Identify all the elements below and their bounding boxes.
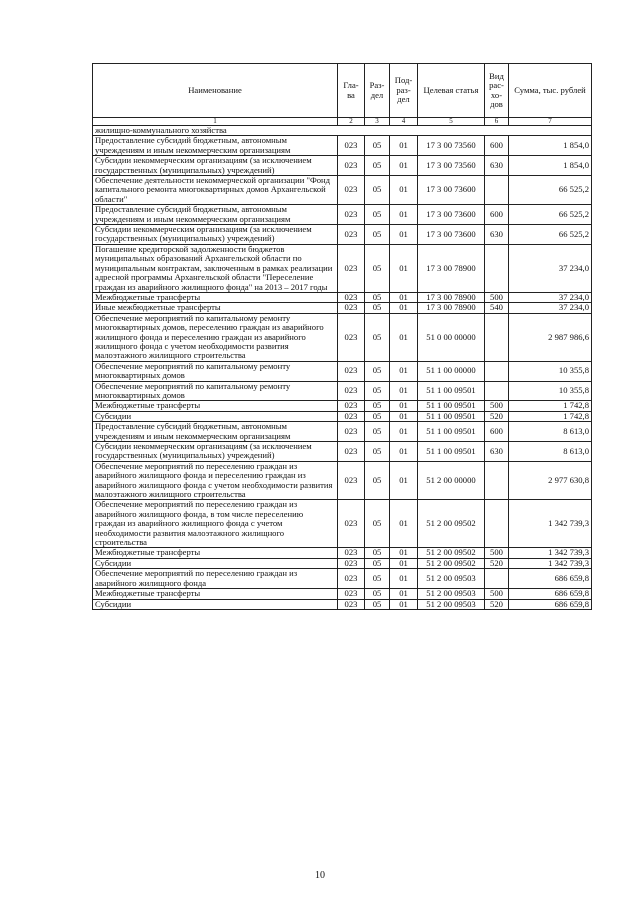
row-subsection: 01 xyxy=(390,461,418,500)
row-name: Обеспечение мероприятий по капитальному ремонту многоквартирных домов xyxy=(93,361,338,381)
row-amount: 1 342 739,3 xyxy=(509,500,592,548)
row-target: 51 1 00 09501 xyxy=(418,401,485,411)
row-amount: 37 234,0 xyxy=(509,292,592,302)
table-row xyxy=(93,292,592,302)
row-name: Субсидии xyxy=(93,411,338,421)
row-amount: 1 854,0 xyxy=(509,136,592,156)
header-chapter: Гла-ва xyxy=(338,64,365,118)
row-subsection: 01 xyxy=(390,381,418,401)
table-row xyxy=(93,303,592,313)
row-section: 05 xyxy=(365,136,390,156)
row-section: 05 xyxy=(365,411,390,421)
row-target: 51 1 00 09501 xyxy=(418,442,485,462)
row-chapter: 023 xyxy=(338,244,365,292)
row-name: Предоставление субсидий бюджетным, автономным учреждениям и иным некоммерческим организациям xyxy=(93,205,338,225)
row-target: 51 2 00 09502 xyxy=(418,548,485,558)
row-subsection: 01 xyxy=(390,156,418,176)
table-row xyxy=(93,156,592,176)
row-expense-type xyxy=(485,244,509,292)
row-chapter: 023 xyxy=(338,292,365,302)
row-target: 51 1 00 00000 xyxy=(418,361,485,381)
table-row xyxy=(93,558,592,568)
row-chapter: 023 xyxy=(338,589,365,599)
continuation-row xyxy=(93,126,592,136)
row-section: 05 xyxy=(365,381,390,401)
row-chapter: 023 xyxy=(338,361,365,381)
row-chapter: 023 xyxy=(338,461,365,500)
row-subsection: 01 xyxy=(390,548,418,558)
row-chapter: 023 xyxy=(338,313,365,361)
row-target: 17 3 00 78900 xyxy=(418,244,485,292)
row-section: 05 xyxy=(365,548,390,558)
table-row xyxy=(93,422,592,442)
row-amount: 8 613,0 xyxy=(509,422,592,442)
row-chapter: 023 xyxy=(338,225,365,245)
row-expense-type: 540 xyxy=(485,303,509,313)
row-name: Обеспечение мероприятий по переселению граждан из аварийного жилищного фонда xyxy=(93,569,338,589)
row-target: 51 2 00 09503 xyxy=(418,599,485,609)
table-row xyxy=(93,548,592,558)
row-expense-type: 600 xyxy=(485,422,509,442)
column-number: 4 xyxy=(390,118,418,126)
row-amount: 686 659,8 xyxy=(509,589,592,599)
row-chapter: 023 xyxy=(338,422,365,442)
row-subsection: 01 xyxy=(390,411,418,421)
row-name: Предоставление субсидий бюджетным, автономным учреждениям и иным некоммерческим организациям xyxy=(93,422,338,442)
row-target: 51 0 00 00000 xyxy=(418,313,485,361)
row-amount: 66 525,2 xyxy=(509,225,592,245)
row-target: 17 3 00 73560 xyxy=(418,136,485,156)
row-name: Субсидии некоммерческим организациям (за исключением государственных (муниципальных) учреждений) xyxy=(93,225,338,245)
row-expense-type: 630 xyxy=(485,225,509,245)
row-expense-type xyxy=(485,500,509,548)
row-subsection: 01 xyxy=(390,136,418,156)
row-target: 51 1 00 09501 xyxy=(418,422,485,442)
row-expense-type: 520 xyxy=(485,411,509,421)
row-expense-type: 500 xyxy=(485,401,509,411)
row-chapter: 023 xyxy=(338,401,365,411)
row-target: 51 2 00 09503 xyxy=(418,569,485,589)
header-name: Наименование xyxy=(93,64,338,118)
row-expense-type xyxy=(485,569,509,589)
row-expense-type: 500 xyxy=(485,548,509,558)
table-row xyxy=(93,599,592,609)
table-row xyxy=(93,381,592,401)
row-expense-type: 520 xyxy=(485,558,509,568)
row-name: Межбюджетные трансферты xyxy=(93,292,338,302)
row-target: 17 3 00 78900 xyxy=(418,303,485,313)
table-row xyxy=(93,225,592,245)
row-expense-type: 630 xyxy=(485,442,509,462)
row-name: Иные межбюджетные трансферты xyxy=(93,303,338,313)
row-name: Субсидии xyxy=(93,599,338,609)
table-row xyxy=(93,461,592,500)
page-number: 10 xyxy=(315,870,325,881)
row-name: Обеспечение мероприятий по переселению граждан из аварийного жилищного фонда и переселению граждан из аварийного жилищного фонда с учетом необходимости развития малоэтажного жилищного строительства xyxy=(93,461,338,500)
table-row xyxy=(93,361,592,381)
header-subsection: Под-раз-дел xyxy=(390,64,418,118)
row-chapter: 023 xyxy=(338,156,365,176)
table-row xyxy=(93,244,592,292)
header-target: Целевая статья xyxy=(418,64,485,118)
column-number: 5 xyxy=(418,118,485,126)
column-number: 7 xyxy=(509,118,592,126)
row-section: 05 xyxy=(365,422,390,442)
row-target: 17 3 00 78900 xyxy=(418,292,485,302)
header-row xyxy=(93,64,592,118)
row-section: 05 xyxy=(365,292,390,302)
row-amount: 10 355,8 xyxy=(509,361,592,381)
row-target: 51 2 00 09503 xyxy=(418,589,485,599)
row-subsection: 01 xyxy=(390,205,418,225)
row-section: 05 xyxy=(365,599,390,609)
row-amount: 37 234,0 xyxy=(509,244,592,292)
row-name: Межбюджетные трансферты xyxy=(93,401,338,411)
row-subsection: 01 xyxy=(390,244,418,292)
row-expense-type xyxy=(485,381,509,401)
row-subsection: 01 xyxy=(390,303,418,313)
row-name: Обеспечение мероприятий по капитальному ремонту многоквартирных домов xyxy=(93,381,338,401)
row-name: Обеспечение деятельности некоммерческой организации "Фонд капитального ремонта многоквартирных домов Архангельской области" xyxy=(93,176,338,205)
row-name: Субсидии xyxy=(93,558,338,568)
row-target: 17 3 00 73600 xyxy=(418,205,485,225)
row-expense-type: 500 xyxy=(485,292,509,302)
row-chapter: 023 xyxy=(338,500,365,548)
row-subsection: 01 xyxy=(390,589,418,599)
row-section: 05 xyxy=(365,303,390,313)
row-subsection: 01 xyxy=(390,361,418,381)
table-row xyxy=(93,500,592,548)
row-name: Субсидии некоммерческим организациям (за исключением государственных (муниципальных) учреждений) xyxy=(93,156,338,176)
table-row xyxy=(93,313,592,361)
row-chapter: 023 xyxy=(338,136,365,156)
row-subsection: 01 xyxy=(390,500,418,548)
row-amount: 8 613,0 xyxy=(509,442,592,462)
row-chapter: 023 xyxy=(338,548,365,558)
row-target: 51 2 00 09502 xyxy=(418,500,485,548)
row-section: 05 xyxy=(365,461,390,500)
header-section: Раз-дел xyxy=(365,64,390,118)
row-name: Предоставление субсидий бюджетным, автономным учреждениям и иным некоммерческим организациям xyxy=(93,136,338,156)
row-chapter: 023 xyxy=(338,442,365,462)
row-chapter: 023 xyxy=(338,558,365,568)
row-name: Обеспечение мероприятий по капитальному ремонту многоквартирных домов, переселению граждан из аварийного жилищного фонда и переселению граждан из аварийного жилищного фонда с учетом необходимости развития малоэтажного жилищного строительства xyxy=(93,313,338,361)
row-subsection: 01 xyxy=(390,599,418,609)
row-name: Межбюджетные трансферты xyxy=(93,589,338,599)
table-row xyxy=(93,205,592,225)
table-row xyxy=(93,176,592,205)
row-name: Погашение кредиторской задолженности бюджетов муниципальных образований Архангельской области по муниципальным контрактам, заключенным в рамках реализации адресной программы Архангельской области "Переселение граждан из аварийного жилищного фонда" на 2013 – 2017 годы xyxy=(93,244,338,292)
row-expense-type: 600 xyxy=(485,136,509,156)
row-amount: 1 742,8 xyxy=(509,411,592,421)
row-section: 05 xyxy=(365,589,390,599)
row-section: 05 xyxy=(365,401,390,411)
table-row xyxy=(93,589,592,599)
row-chapter: 023 xyxy=(338,569,365,589)
row-expense-type: 600 xyxy=(485,205,509,225)
column-number: 3 xyxy=(365,118,390,126)
table-row xyxy=(93,136,592,156)
row-target: 51 1 00 09501 xyxy=(418,381,485,401)
row-amount: 1 342 739,3 xyxy=(509,558,592,568)
row-subsection: 01 xyxy=(390,176,418,205)
table-row xyxy=(93,411,592,421)
row-name: Субсидии некоммерческим организациям (за исключением государственных (муниципальных) учреждений) xyxy=(93,442,338,462)
row-target: 17 3 00 73600 xyxy=(418,225,485,245)
row-chapter: 023 xyxy=(338,303,365,313)
row-section: 05 xyxy=(365,244,390,292)
row-subsection: 01 xyxy=(390,292,418,302)
row-section: 05 xyxy=(365,225,390,245)
row-section: 05 xyxy=(365,500,390,548)
column-number: 1 xyxy=(93,118,338,126)
row-amount: 66 525,2 xyxy=(509,205,592,225)
row-name: Межбюджетные трансферты xyxy=(93,548,338,558)
row-target: 17 3 00 73600 xyxy=(418,176,485,205)
row-amount: 1 742,8 xyxy=(509,401,592,411)
row-subsection: 01 xyxy=(390,225,418,245)
row-amount: 686 659,8 xyxy=(509,599,592,609)
row-subsection: 01 xyxy=(390,422,418,442)
row-chapter: 023 xyxy=(338,411,365,421)
row-name: Обеспечение мероприятий по переселению граждан из аварийного жилищного фонда, в том числе переселению граждан из аварийного жилищного фонда с учетом необходимости развития малоэтажного жилищного строительства xyxy=(93,500,338,548)
row-amount: 10 355,8 xyxy=(509,381,592,401)
budget-table xyxy=(92,63,592,610)
row-subsection: 01 xyxy=(390,569,418,589)
row-amount: 2 977 630,8 xyxy=(509,461,592,500)
table-row xyxy=(93,442,592,462)
row-subsection: 01 xyxy=(390,313,418,361)
row-expense-type xyxy=(485,176,509,205)
row-target: 51 2 00 00000 xyxy=(418,461,485,500)
row-expense-type xyxy=(485,313,509,361)
row-expense-type: 520 xyxy=(485,599,509,609)
row-expense-type xyxy=(485,461,509,500)
row-amount: 1 342 739,3 xyxy=(509,548,592,558)
table-row xyxy=(93,401,592,411)
row-chapter: 023 xyxy=(338,205,365,225)
row-expense-type: 630 xyxy=(485,156,509,176)
row-amount: 2 987 986,6 xyxy=(509,313,592,361)
row-section: 05 xyxy=(365,205,390,225)
row-section: 05 xyxy=(365,442,390,462)
row-target: 51 2 00 09502 xyxy=(418,558,485,568)
continuation-text: жилищно-коммунального хозяйства xyxy=(93,126,592,136)
row-expense-type: 500 xyxy=(485,589,509,599)
row-amount: 37 234,0 xyxy=(509,303,592,313)
row-subsection: 01 xyxy=(390,558,418,568)
row-target: 51 1 00 09501 xyxy=(418,411,485,421)
row-subsection: 01 xyxy=(390,401,418,411)
column-number: 6 xyxy=(485,118,509,126)
column-number: 2 xyxy=(338,118,365,126)
row-chapter: 023 xyxy=(338,176,365,205)
header-amount: Сумма, тыс. рублей xyxy=(509,64,592,118)
row-target: 17 3 00 73560 xyxy=(418,156,485,176)
row-amount: 1 854,0 xyxy=(509,156,592,176)
row-section: 05 xyxy=(365,176,390,205)
row-chapter: 023 xyxy=(338,381,365,401)
row-expense-type xyxy=(485,361,509,381)
row-section: 05 xyxy=(365,558,390,568)
row-section: 05 xyxy=(365,156,390,176)
table-row xyxy=(93,569,592,589)
row-amount: 66 525,2 xyxy=(509,176,592,205)
row-section: 05 xyxy=(365,361,390,381)
row-subsection: 01 xyxy=(390,442,418,462)
header-expense-type: Вид рас-хо-дов xyxy=(485,64,509,118)
row-section: 05 xyxy=(365,313,390,361)
row-amount: 686 659,8 xyxy=(509,569,592,589)
row-section: 05 xyxy=(365,569,390,589)
row-chapter: 023 xyxy=(338,599,365,609)
